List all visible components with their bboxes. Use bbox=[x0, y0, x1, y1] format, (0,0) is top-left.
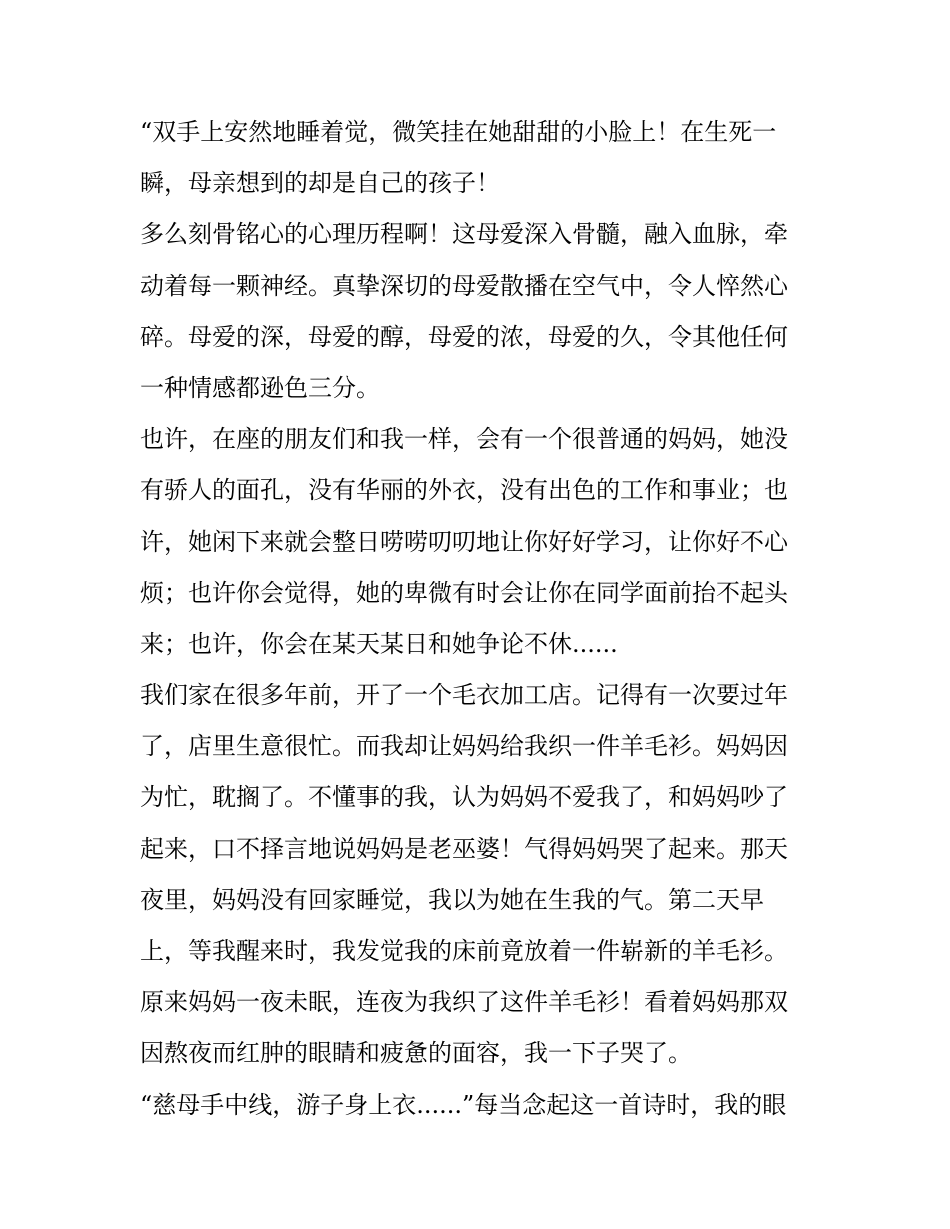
text-line: 一种情感都逊色三分。 bbox=[140, 373, 380, 402]
text-line: 为忙，耽搁了。不懂事的我，认为妈妈不爱我了，和妈妈吵了 bbox=[140, 783, 788, 812]
text-line: 因熬夜而红肿的眼睛和疲惫的面容，我一下子哭了。 bbox=[140, 1039, 692, 1068]
text-line: 碎。母爱的深，母爱的醇，母爱的浓，母爱的久，令其他任何 bbox=[140, 322, 788, 351]
text-line: 也许，在座的朋友们和我一样，会有一个很普通的妈妈，她没 bbox=[140, 425, 788, 454]
text-line: 有骄人的面孔，没有华丽的外衣，没有出色的工作和事业；也 bbox=[140, 476, 788, 505]
text-line: “双手上安然地睡着觉，微笑挂在她甜甜的小脸上！在生死一 bbox=[140, 118, 777, 146]
body-text bbox=[140, 107, 820, 1131]
text-line: 原来妈妈一夜未眠，连夜为我织了这件羊毛衫！看着妈妈那双 bbox=[140, 988, 788, 1017]
text-line: 动着每一颗神经。真挚深切的母爱散播在空气中，令人悴然心 bbox=[140, 271, 788, 300]
text-line: 来；也许，你会在某天某日和她争论不休...... bbox=[140, 629, 618, 658]
text-line: 上，等我醒来时，我发觉我的床前竟放着一件崭新的羊毛衫。 bbox=[140, 937, 788, 965]
text-line: 我们家在很多年前，开了一个毛衣加工店。记得有一次要过年 bbox=[140, 681, 788, 710]
text-line: 许，她闲下来就会整日唠唠叨叨地让你好好学习，让你好不心 bbox=[140, 527, 788, 556]
text-line: “慈母手中线，游子身上衣......”每当念起这一首诗时，我的眼 bbox=[140, 1090, 787, 1119]
text-line: 起来，口不择言地说妈妈是老巫婆！气得妈妈哭了起来。那天 bbox=[140, 834, 788, 863]
text-line: 多么刻骨铭心的心理历程啊！这母爱深入骨髓，融入血脉，牵 bbox=[140, 220, 788, 249]
text-line: 瞬，母亲想到的却是自己的孩子！ bbox=[140, 169, 500, 198]
text-line: 了，店里生意很忙。而我却让妈妈给我织一件羊毛衫。妈妈因 bbox=[140, 732, 788, 761]
text-line: 夜里，妈妈没有回家睡觉，我以为她在生我的气。第二天早 bbox=[140, 885, 764, 914]
text-line: 烦；也许你会觉得，她的卑微有时会让你在同学面前抬不起头 bbox=[140, 578, 788, 607]
